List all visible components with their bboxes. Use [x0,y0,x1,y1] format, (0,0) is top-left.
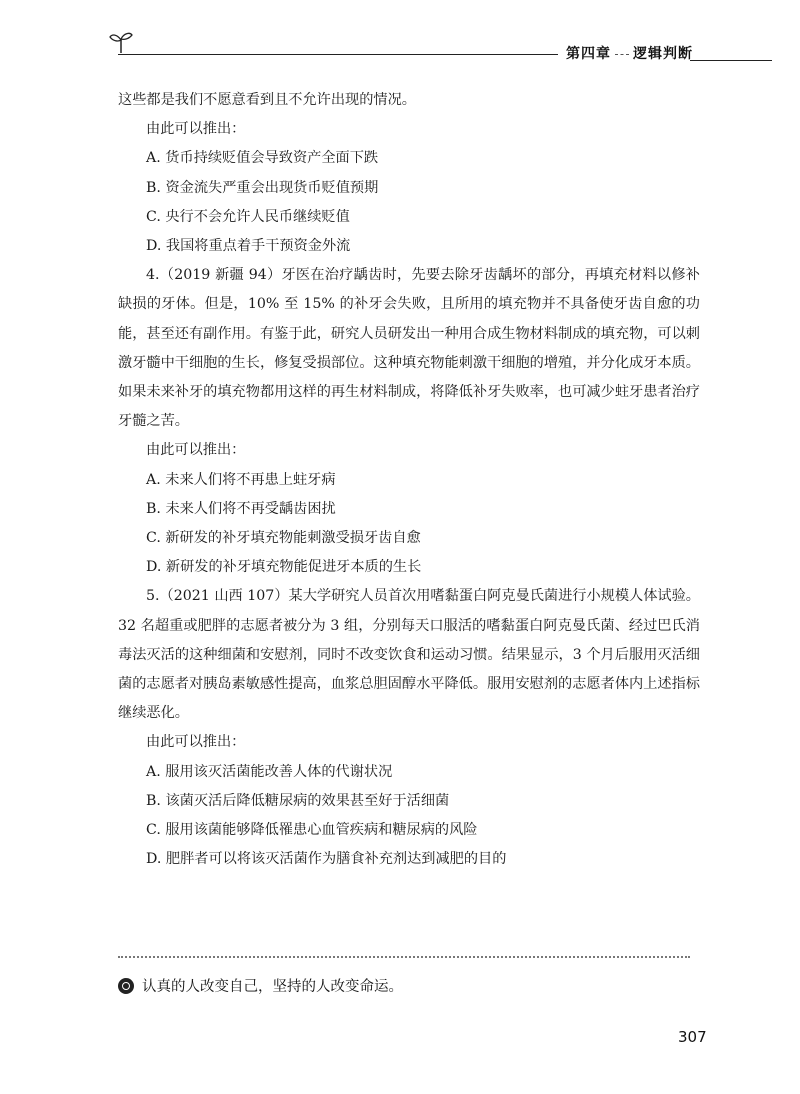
q4-option-a: A. 未来人们将不再患上蛀牙病 [146,471,336,488]
q5-option-d: D. 肥胖者可以将该灭活菌作为膳食补充剂达到减肥的目的 [146,851,507,868]
chapter-label: 第四章 [566,46,611,62]
motto-text: 认真的人改变自己，坚持的人改变命运。 [142,979,403,995]
q3-prompt: 由此可以推出： [146,121,246,138]
q4-option-c: C. 新研发的补牙填充物能刺激受损牙齿自愈 [146,530,421,547]
sprout-icon [108,30,134,54]
q5-prompt: 由此可以推出： [146,734,246,751]
page-content [118,86,700,874]
q5-option-b: B. 该菌灭活后降低糖尿病的效果甚至好于活细菌 [146,792,450,809]
q3-option-d: D. 我国将重点着手干预资金外流 [146,238,351,255]
footer-dotted-rule [118,956,690,958]
footer-motto [118,975,403,996]
section-label: 逻辑判断 [633,46,693,62]
q4-prompt: 由此可以推出： [146,442,246,459]
chapter-separator [615,54,629,55]
chapter-header [566,43,693,63]
q3-option-b: B. 资金流失严重会出现货币贬值预期 [146,179,379,196]
q5-stem: 5.（2021 山西 107）某大学研究人员首次用嗜黏蛋白阿克曼氏菌进行小规模人体试验。32 名超重或肥胖的志愿者被分为 3 组，分别每天口服活的嗜黏蛋白阿克曼氏菌、经过巴氏消毒法灭活的这种细菌和安慰剂，同时不改变饮食和运动习惯。结果显示，3 个月后服用灭活细菌的志愿者对胰岛素敏感性提高，血浆总胆固醇水平降低。服用安慰剂的志愿者体内上述指标继续恶化。 [118,588,700,722]
motto-bullet-icon [118,978,134,994]
q5-option-c: C. 服用该菌能够降低罹患心血管疾病和糖尿病的风险 [146,822,478,839]
page-number: 307 [678,1028,707,1046]
q4-stem: 4.（2019 新疆 94）牙医在治疗龋齿时，先要去除牙齿龋坏的部分，再填充材料以修补缺损的牙体。但是，10% 至 15% 的补牙会失败，且所用的填充物并不具备使牙齿自愈的功能，甚至还有副作用。有鉴于此，研究人员研发出一种用合成生物材料制成的填充物，可以刺激牙髓中干细胞的生长，修复受损部位。这种填充物能刺激干细胞的增殖，并分化成牙本质。如果未来补牙的填充物都用这样的再生材料制成，将降低补牙失败率，也可减少蛀牙患者治疗牙髓之苦。 [118,267,700,430]
q4-option-b: B. 未来人们将不再受龋齿困扰 [146,500,336,517]
header-rule [118,54,558,55]
header-rule-right [690,60,772,61]
q5-option-a: A. 服用该灭活菌能改善人体的代谢状况 [146,763,393,780]
q3-option-a: A. 货币持续贬值会导致资产全面下跌 [146,150,379,167]
intro-tail: 这些都是我们不愿意看到且不允许出现的情况。 [118,92,416,108]
q3-option-c: C. 央行不会允许人民币继续贬值 [146,208,350,225]
q4-option-d: D. 新研发的补牙填充物能促进牙本质的生长 [146,559,422,576]
